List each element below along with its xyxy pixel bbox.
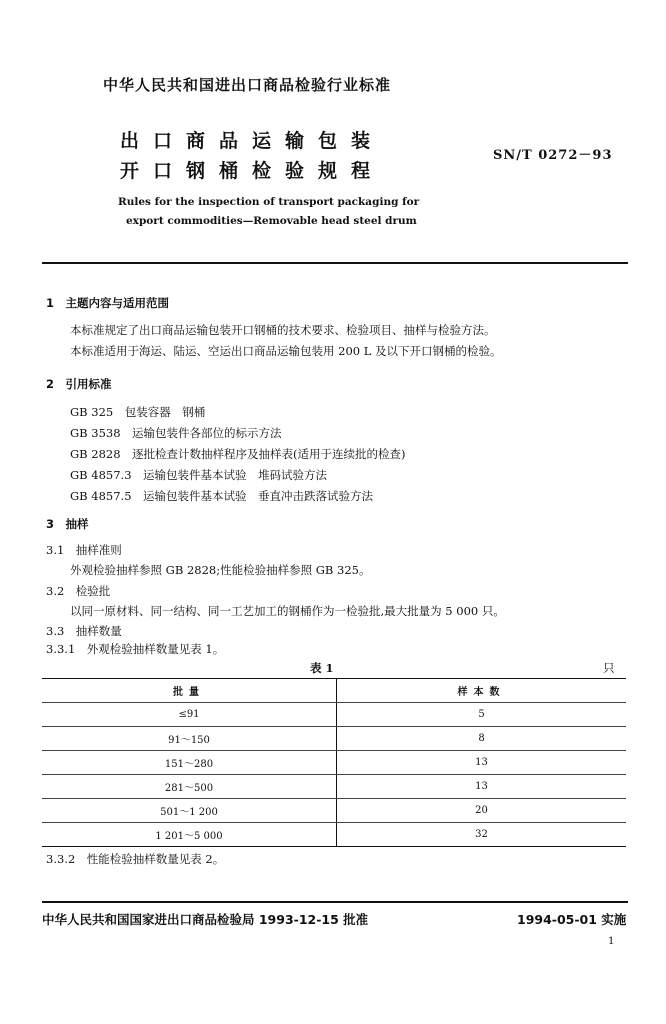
section1-para1: 本标准规定了出口商品运输包装开口钢桶的技术要求、检验项目、抽样与检验方法。	[70, 323, 496, 337]
reference-item: GB 4857.3 运输包装件基本试验 堆码试验方法	[70, 468, 328, 482]
table1-caption: 表 1	[310, 661, 334, 675]
sample-size-cell: 8	[337, 727, 627, 751]
standard-code: SN/T 0272－93	[493, 148, 613, 163]
title-en-line2: export commodities—Removable head steel drum	[126, 215, 417, 227]
title-zh-line1: 出口商品运输包装	[120, 130, 385, 152]
section3-1-text: 外观检验抽样参照 GB 2828;性能检验抽样参照 GB 325。	[70, 563, 371, 577]
sample-size-cell: 20	[337, 799, 627, 823]
batch-size-cell: 1 201～5 000	[42, 823, 337, 847]
section1-heading: 1 主题内容与适用范围	[46, 296, 170, 310]
footer-divider	[42, 901, 628, 903]
page-number: 1	[608, 936, 615, 947]
table-header-row	[42, 679, 626, 703]
table-row	[42, 775, 626, 799]
section1-para2: 本标准适用于海运、陆运、空运出口商品运输包装用 200 L 及以下开口钢桶的检验。	[70, 344, 502, 358]
section3-2-heading: 3.2 检验批	[46, 584, 111, 598]
reference-item: GB 2828 逐批检查计数抽样程序及抽样表(适用于连续批的检查)	[70, 447, 406, 461]
reference-item: GB 3538 运输包装件各部位的标示方法	[70, 426, 282, 440]
table-row	[42, 799, 626, 823]
title-zh-line2: 开口钢桶检验规程	[120, 160, 385, 182]
batch-size-cell: ≤91	[42, 703, 337, 727]
sample-size-cell: 13	[337, 751, 627, 775]
column-header-batch-size: 批量	[42, 679, 337, 703]
approval-statement: 中华人民共和国国家进出口商品检验局 1993-12-15 批准	[42, 912, 369, 927]
section2-heading: 2 引用标准	[46, 377, 112, 391]
sample-size-cell: 32	[337, 823, 627, 847]
table-row	[42, 823, 626, 847]
reference-item: GB 4857.5 运输包装件基本试验 垂直冲击跌落试验方法	[70, 489, 374, 503]
table-row	[42, 751, 626, 775]
table-row	[42, 727, 626, 751]
section3-heading: 3 抽样	[46, 517, 89, 531]
sample-size-cell: 13	[337, 775, 627, 799]
sample-size-cell: 5	[337, 703, 627, 727]
batch-size-cell: 91～150	[42, 727, 337, 751]
section3-1-heading: 3.1 抽样准则	[46, 543, 122, 557]
header-divider	[42, 262, 628, 264]
section3-3-1-text: 3.3.1 外观检验抽样数量见表 1。	[46, 642, 225, 656]
title-en-line1: Rules for the inspection of transport packaging for	[118, 196, 420, 208]
table1-unit: 只	[603, 661, 615, 675]
table1	[42, 678, 626, 847]
batch-size-cell: 281～500	[42, 775, 337, 799]
effective-date: 1994-05-01 实施	[517, 912, 627, 927]
issuing-organization: 中华人民共和国进出口商品检验行业标准	[103, 76, 392, 94]
batch-size-cell: 151～280	[42, 751, 337, 775]
section3-3-heading: 3.3 抽样数量	[46, 624, 122, 638]
reference-item: GB 325 包装容器 钢桶	[70, 405, 206, 419]
section3-3-2-text: 3.3.2 性能检验抽样数量见表 2。	[46, 852, 225, 866]
column-header-sample-size: 样本数	[337, 679, 627, 703]
batch-size-cell: 501～1 200	[42, 799, 337, 823]
table-row	[42, 703, 626, 727]
section3-2-text: 以同一原材料、同一结构、同一工艺加工的钢桶作为一检验批,最大批量为 5 000 只。	[70, 604, 505, 618]
